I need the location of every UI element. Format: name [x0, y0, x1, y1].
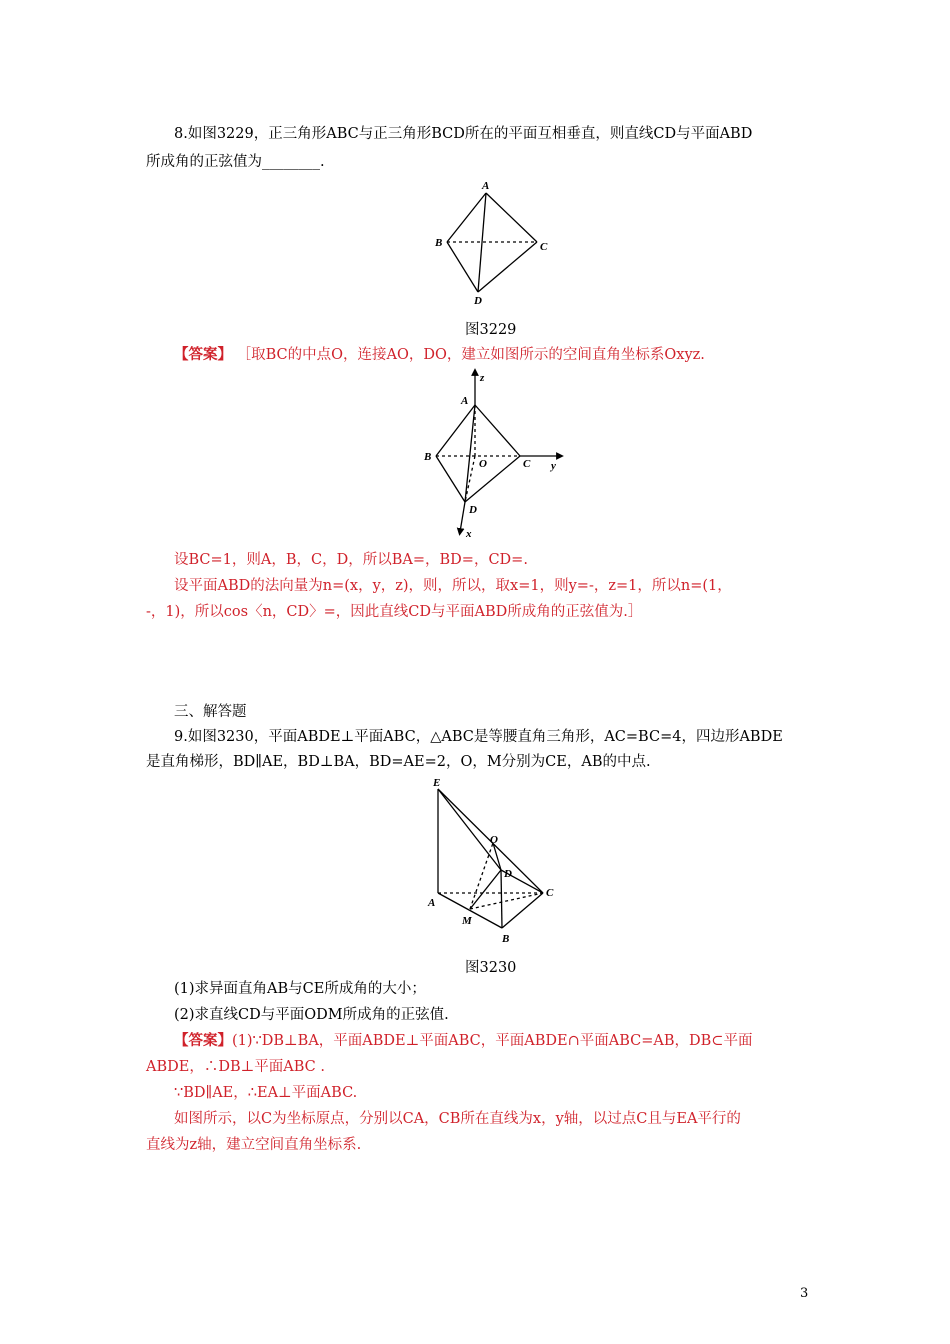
a8-line2: 设BC=1，则A，B，C，D，所以BA=，BD=，CD=. [174, 552, 528, 568]
section-title: 三、解答题 [174, 704, 247, 720]
fig3230-label-e: E [433, 777, 441, 789]
figure-3230 [420, 775, 560, 947]
a9-line5: 直线为z轴，建立空间直角坐标系. [146, 1137, 362, 1153]
figure-3229-caption: 图3229 [465, 322, 517, 338]
fig3230-label-a: A [428, 897, 436, 909]
a9-line1-text: (1)∵DB⊥BA，平面ABDE⊥平面ABC，平面ABDE∩平面ABC=AB，DB⊂平面 [232, 1033, 753, 1049]
answer-tag: 【答案】 [174, 346, 232, 363]
a8-line3: 设平面ABD的法向量为n=(x，y，z)，则，所以，取x=1，则y=-，z=1，所以n=(1， [174, 578, 732, 594]
fig3229-label-c: C [540, 241, 548, 253]
figure-coordinate-system [420, 365, 570, 543]
q9-part2: (2)求直线CD与平面ODM所成角的正弦值. [174, 1007, 449, 1023]
a8-line1 [174, 345, 810, 365]
coord-label-c: C [523, 458, 531, 470]
a9-line2: ABDE，∴DB⊥平面ABC . [146, 1059, 325, 1075]
fig3230-label-c: C [546, 887, 554, 899]
coord-label-y: y [551, 460, 556, 472]
coord-label-z: z [480, 372, 485, 384]
fig3229-label-a: A [482, 180, 490, 192]
fig3230-label-o: O [490, 834, 498, 846]
coord-label-a: A [461, 395, 469, 407]
q8-line2: 所成角的正弦值为________. [146, 154, 325, 170]
figure-3230-caption: 图3230 [465, 960, 517, 976]
coord-label-d: D [469, 504, 477, 516]
q9-line1: 9.如图3230，平面ABDE⊥平面ABC，△ABC是等腰直角三角形，AC=BC=4，四边形ABDE [174, 729, 783, 745]
q9-part1: (1)求异面直角AB与CE所成角的大小； [174, 981, 426, 997]
coord-label-b: B [424, 451, 432, 463]
figure-3229 [430, 175, 555, 310]
q8-line1: 8.如图3229，正三角形ABC与正三角形BCD所在的平面互相垂直，则直线CD与平面ABD [174, 126, 753, 142]
a9-line3: ∵BD∥AE，∴EA⊥平面ABC. [174, 1085, 358, 1101]
fig3230-label-b: B [502, 933, 510, 945]
a9-line4: 如图所示，以C为坐标原点，分别以CA，CB所在直线为x，y轴，以过点C且与EA平行的 [174, 1111, 741, 1127]
q9-line2: 是直角梯形，BD∥AE，BD⊥BA，BD=AE=2，O，M分别为CE，AB的中点. [146, 754, 651, 770]
a8-line1-text: ［取BC的中点O，连接AO，DO，建立如图所示的空间直角坐标系Oxyz. [236, 347, 705, 363]
fig3230-label-d: D [504, 868, 512, 880]
coord-label-o: O [479, 458, 487, 470]
answer-tag: 【答案】 [174, 1032, 232, 1049]
page-number: 3 [800, 1286, 809, 1301]
fig3230-label-m: M [462, 915, 472, 927]
fig3229-label-b: B [435, 237, 443, 249]
coord-label-x: x [466, 528, 472, 540]
fig3229-label-d: D [474, 295, 482, 307]
a9-line1 [174, 1031, 810, 1051]
a8-line4: -，1)，所以cos〈n，CD〉=，因此直线CD与平面ABD所成角的正弦值为.］ [146, 604, 643, 620]
